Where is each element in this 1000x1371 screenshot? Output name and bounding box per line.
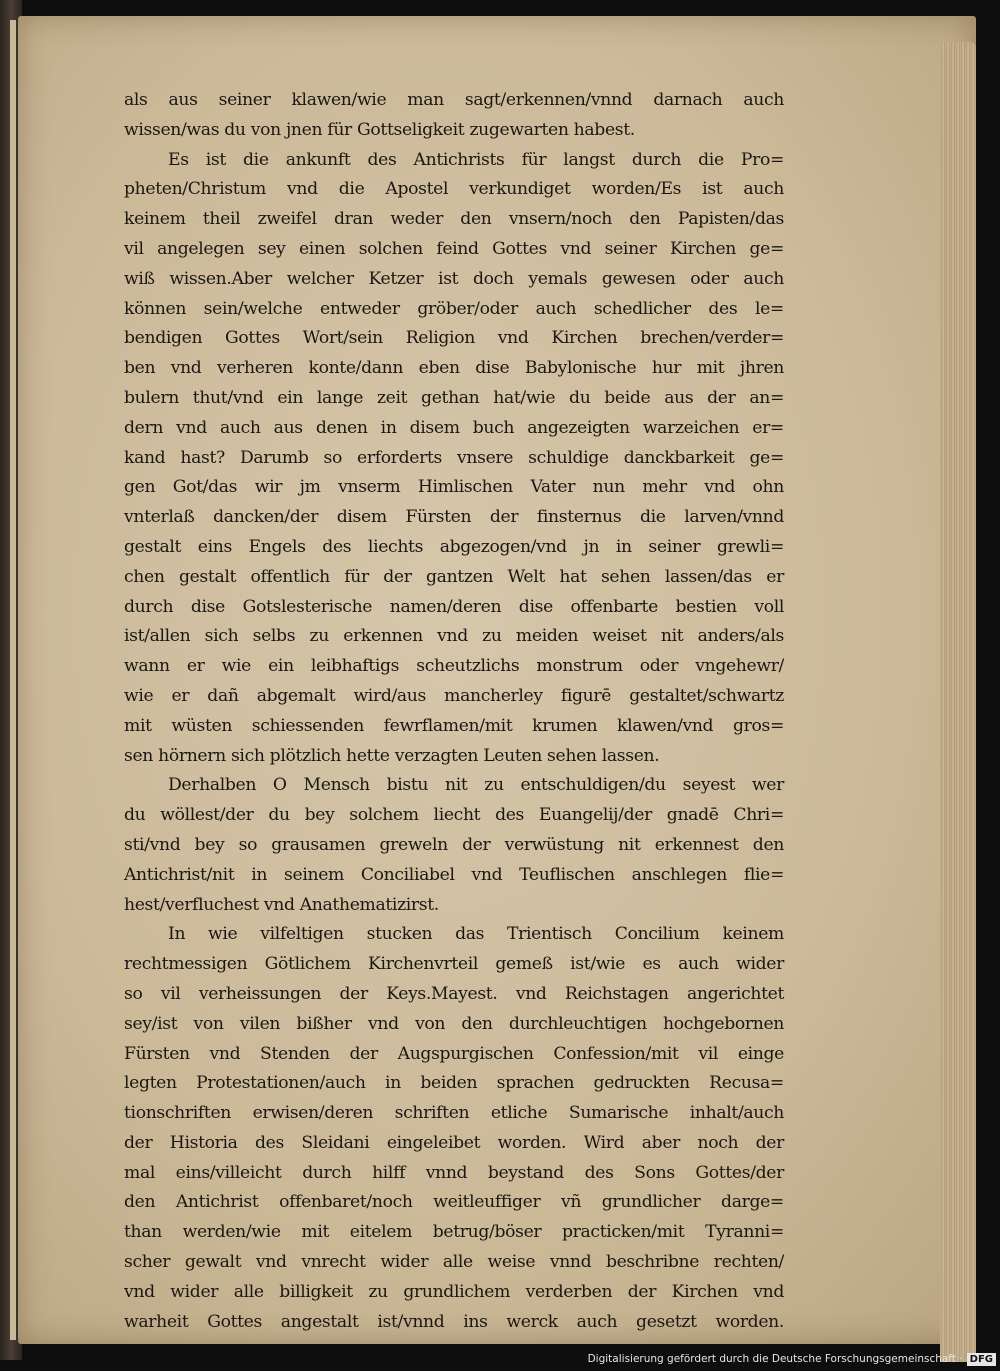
- page-text-block: [124, 86, 784, 1337]
- text-line: Es ist die ankunft des Antichrists für langst durch die Pro=: [168, 149, 784, 170]
- text-line: wann er wie ein leibhaftigs scheutzlichs monstrum oder vngehewr/: [124, 656, 784, 677]
- text-line: wissen/was du von jnen für Gottseligkeit zugewarten habest.: [124, 119, 635, 140]
- facing-page-edge: [10, 20, 16, 1340]
- text-line: Fürsten vnd Stenden der Augspurgischen Confession/mit vil einge: [124, 1043, 784, 1064]
- text-line: ist/allen sich selbs zu erkennen vnd zu meiden weiset nit anders/als: [124, 626, 784, 647]
- text-line: du wöllest/der du bey solchem liecht des Euangelij/der gnadē Chri=: [124, 805, 784, 826]
- text-line: Derhalben O Mensch bistu nit zu entschuldigen/du seyest wer: [168, 775, 784, 796]
- text-line: bulern thut/vnd ein lange zeit gethan hat/wie du beide aus der an=: [124, 387, 784, 408]
- text-line: than werden/wie mit eitelem betrug/böser practicken/mit Tyranni=: [124, 1222, 784, 1243]
- text-line: mit wüsten schiessenden fewrflamen/mit krumen klawen/vnd gros=: [124, 715, 784, 736]
- text-line: wiß wissen.Aber welcher Ketzer ist doch yemals gewesen oder auch: [124, 268, 784, 289]
- text-line: gen Got/das wir jm vnserm Himlischen Vater nun mehr vnd ohn: [124, 477, 784, 498]
- text-line: Antichrist/nit in seinem Conciliabel vnd Teuflischen anschlegen flie=: [124, 864, 784, 885]
- text-line: durch dise Gotslesterische namen/deren dise offenbarte bestien voll: [124, 596, 784, 617]
- text-line: kand hast? Darumb so erforderts vnsere schuldige danckbarkeit ge=: [124, 447, 784, 468]
- text-line: tionschriften erwisen/deren schriften etliche Sumarische inhalt/auch: [124, 1103, 784, 1124]
- text-line: mal eins/villeicht durch hilff vnnd beystand des Sons Gottes/der: [124, 1162, 784, 1183]
- text-line: vnterlaß dancken/der disem Fürsten der finsternus die larven/vnnd: [124, 507, 784, 528]
- text-line: als aus seiner klawen/wie man sagt/erkennen/vnnd darnach auch: [124, 90, 784, 110]
- text-line: scher gewalt vnd vnrecht wider alle weise vnnd beschribne rechten/: [124, 1252, 784, 1273]
- text-line: vnd wider alle billigkeit zu grundlichem verderben der Kirchen vnd: [124, 1281, 784, 1302]
- text-line: gestalt eins Engels des liechts abgezogen/vnd jn in seiner grewli=: [124, 536, 784, 557]
- text-line: hest/verfluchest vnd Anathematizirst.: [124, 894, 439, 915]
- text-line: warheit Gottes angestalt ist/vnnd ins werck auch gesetzt worden.: [124, 1311, 784, 1332]
- text-line: bendigen Gottes Wort/sein Religion vnd Kirchen brechen/verder=: [124, 328, 784, 349]
- text-line: sti/vnd bey so grausamen greweln der verwüstung nit erkennest den: [124, 834, 784, 855]
- text-line: so vil verheissungen der Keys.Mayest. vnd Reichstagen angerichtet: [124, 983, 784, 1004]
- text-line: keinem theil zweifel dran weder den vnsern/noch den Papisten/das: [124, 209, 784, 230]
- book-page: [18, 16, 976, 1344]
- text-line: sey/ist von vilen bißher vnd von den durchleuchtigen hochgebornen: [124, 1013, 784, 1034]
- dfg-logo: DFG: [967, 1353, 996, 1366]
- funding-note: Digitalisierung gefördert durch die Deutsche Forschungsgemeinschaft ·: [587, 1353, 963, 1365]
- text-line: dern vnd auch aus denen in disem buch angezeigten warzeichen er=: [124, 417, 784, 438]
- text-line: In wie vilfeltigen stucken das Trientisch Concilium keinem: [168, 924, 784, 945]
- text-line: der Historia des Sleidani eingeleibet worden. Wird aber noch der: [124, 1132, 784, 1153]
- text-line: pheten/Christum vnd die Apostel verkundiget worden/Es ist auch: [124, 179, 784, 200]
- text-line: legten Protestationen/auch in beiden sprachen gedruckten Recusa=: [124, 1073, 784, 1094]
- text-line: können sein/welche entweder gröber/oder auch schedlicher des le=: [124, 298, 784, 319]
- text-line: ben vnd verheren konte/dann eben dise Babylonische hur mit jhren: [124, 358, 784, 379]
- digitization-footer: [588, 1351, 996, 1367]
- text-line: rechtmessigen Götlichem Kirchenvrteil gemeß ist/wie es auch wider: [124, 954, 784, 975]
- text-line: chen gestalt offentlich für der gantzen Welt hat sehen lassen/das er: [124, 566, 784, 587]
- page-stack-edges: [940, 42, 976, 1362]
- text-line: sen hörnern sich plötzlich hette verzagten Leuten sehen lassen.: [124, 745, 660, 766]
- text-line: den Antichrist offenbaret/noch weitleuffiger vñ grundlicher darge=: [124, 1192, 784, 1213]
- text-line: vil angelegen sey einen solchen feind Gottes vnd seiner Kirchen ge=: [124, 238, 784, 259]
- text-line: wie er dañ abgemalt wird/aus mancherley figurē gestaltet/schwartz: [124, 685, 784, 706]
